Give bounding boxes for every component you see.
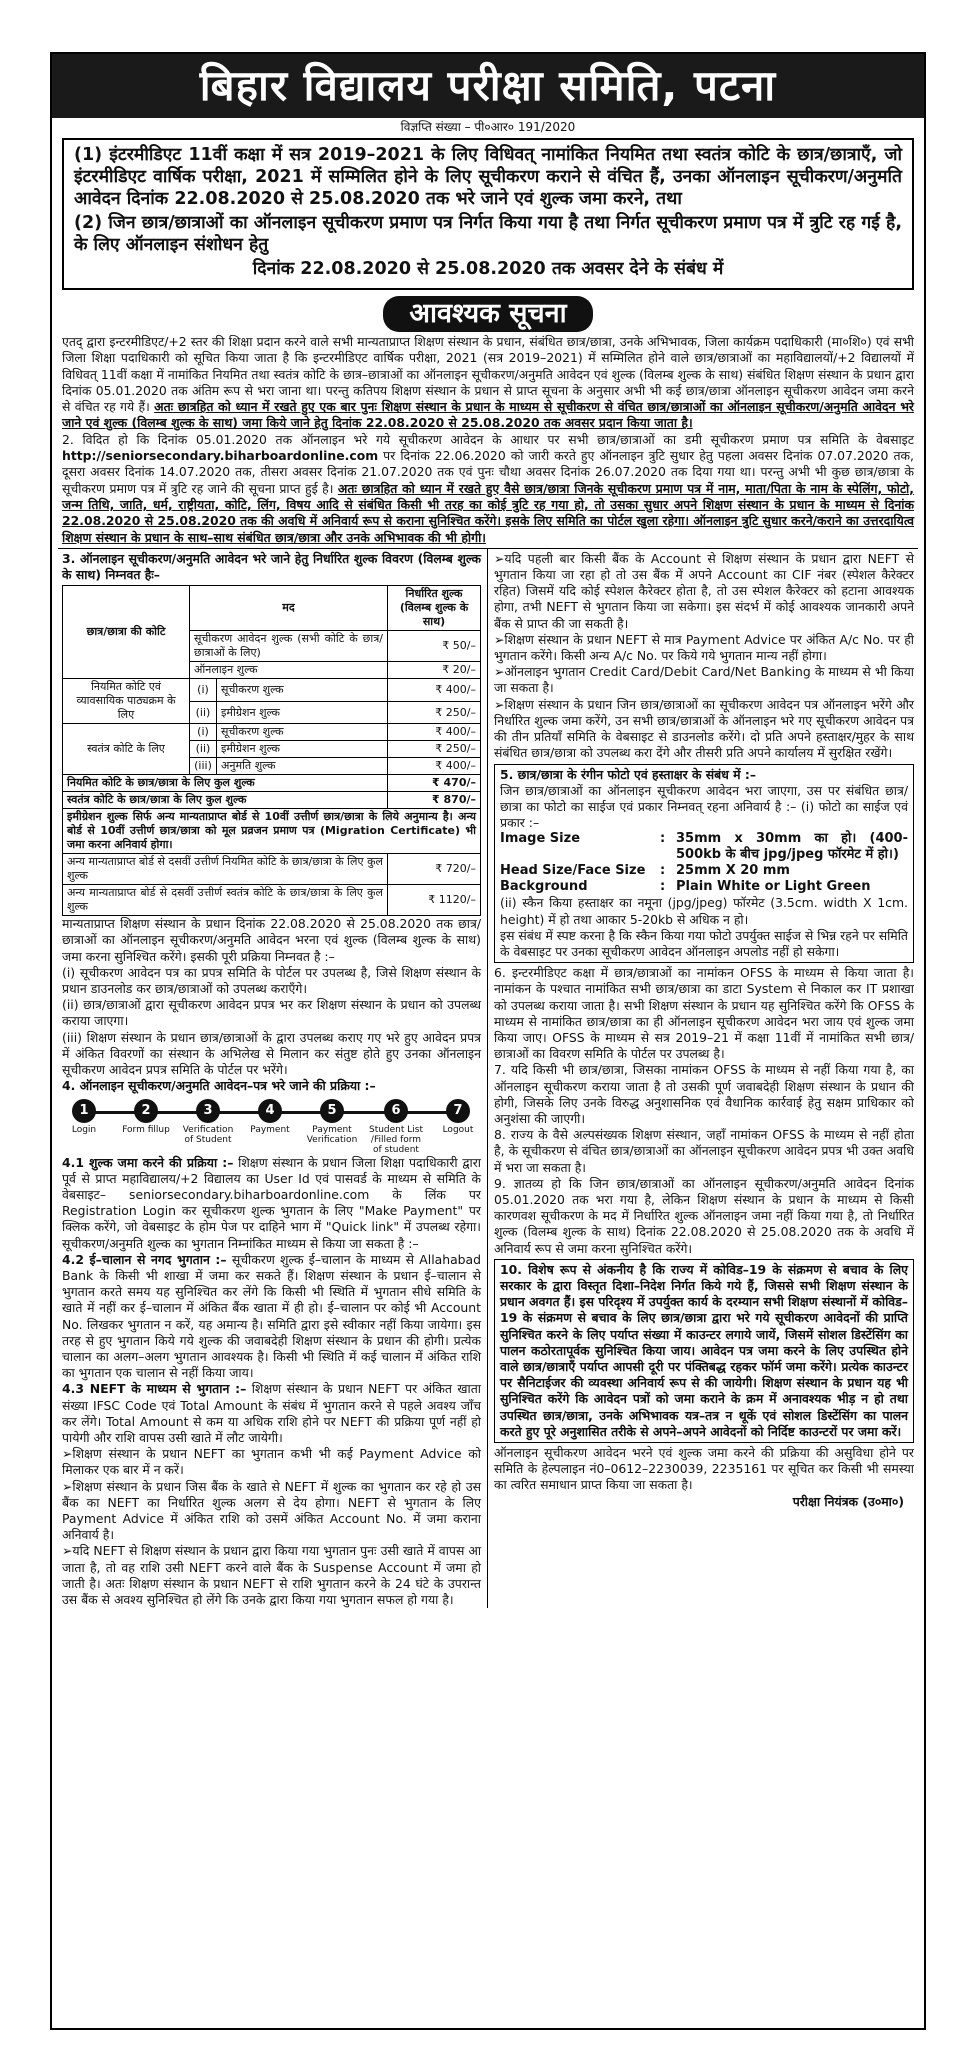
process-flow-diagram [62,1099,481,1153]
fee-item: इमीग्रेशन शुल्क [217,701,388,724]
step-iii: (iii) शिक्षण संस्थान के प्रधान छात्र/छात्राओं के द्वारा उपलब्ध कराए गए भरे हुए आवेदन प्रपत्र में अंकित विवरणों का संस्थान के अभिलेख से मिलान कर संतुष्ट होते हुए उनका ऑनलाइन सूचीकरण आवेदन प्रपत्र समिति के पोर्टल पर भरेंगे। [62,1029,481,1078]
intro-section [52,334,924,546]
photo-spec-row [500,863,908,879]
intro-paragraph-1 [62,334,914,432]
migration-note: इमीग्रेशन शुल्क सिर्फ अन्य मान्यताप्राप्त बोर्ड से 10वीं उत्तीर्ण छात्र/छात्रा के लिये अनुमान्य है। अन्य बोर्ड से 10वीं उत्तीर्ण छात्र/छात्रा को मूल प्रव्रजन प्रमाण पत्र (Migration Certificate) भी जमा करना अनिवार्य होगा। [63,809,481,854]
flow-step-number: 7 [446,1099,470,1123]
signature-spec: (ii) स्कैन किया हस्ताक्षर का नमूना (jpg/jpeg) फॉरमेट (3.5cm. width X 1cm. height) में हो तथा आकार 5-20kb से अधिक न हो। [500,895,908,927]
flow-step-number: 2 [134,1099,158,1123]
fee-index: (ii) [190,701,217,724]
photo-spec-key: Background [500,879,588,895]
board-title: बिहार विद्यालय परीक्षा समिति, पटना [52,54,924,118]
flow-step-payment [241,1099,299,1135]
neft-bullet-5: ➢ शिक्षण संस्थान के प्रधान NEFT से मात्र Payment Advice पर अंकित A/c No. पर ही भुगतान करेंगे। किसी अन्य A/c No. पर किये गये भुगतान मान्य नहीं होगा। [494,632,914,664]
photo-signature-box [494,764,914,964]
flow-step-form-fillup [117,1099,175,1135]
section-4-1-title: 4.1 शुल्क जमा करने की प्रक्रिया :– [62,1154,234,1170]
intro-text-2: 2. विदित हो कि दिनांक 05.01.2020 तक ऑनलाइन भरे गये सूचीकरण आवेदन के आधार पर सभी छात्र/छात्राओं का डमी सूचीकरण प्रमाण पत्र समिति के वेबसाइट [62,431,914,447]
fee-amount: ₹ 400/– [388,679,481,702]
photo-spec-key: Head Size/Face Size [500,863,646,879]
section-4-2-text: सूचीकरण शुल्क ई–चालान के माध्यम से Allahabad Bank के किसी भी शाखा में जमा कर सकते हैं। शिक्षण संस्थान के प्रधान ई–चालान से भुगतान करते समय यह सुनिश्चित कर लेंगे कि किसी भी स्थिति में भुगतान सीधे समिति के खाते में नहीं कर ई–चालान में अंकित बैंक खाता में ही हो। ई–चालान पर कोई भी Account No. लिखकर भुगतान न करें, यह अमान्य है। समिति द्वारा इसे स्वीकार नहीं किया जायेगा। इस तरह से हुए भुगतान किये गये शुल्क की जवाबदेही शिक्षण संस्थान के प्रधान की होगी। प्रत्येक चालान का अलग–अलग भुगतान आवश्यक है। किसी भी स्थिति में कई चालान में अंकित राशि का भुगतान एक चालान से नहीं किया जाय। [62,1251,481,1381]
intro-paragraph-2 [62,432,914,546]
fee-item: अनुमति शुल्क [217,758,388,775]
two-column-section [58,548,918,1608]
section-8: 8. राज्य के वैसे अल्पसंख्यक शिक्षण संस्थान, जहाँ नामांकन OFSS के माध्यम से नहीं होता है, के सूचीकरण से वंचित छात्र/छात्राओं का ऑनलाइन सूचीकरण आवेदन प्रपत्र भी उक्त अवधि में भरा जा सकता है। [494,1127,914,1175]
fee-private-label: स्वतंत्र कोटि के लिए [63,724,190,775]
section-7: 7. यदि किसी भी छात्र/छात्रा, जिसका नामांकन OFSS के माध्यम से नहीं किया गया है, का ऑनलाइन सूचीकरण कराया जाता है तो उसकी पूर्ण जवाबदेही शिक्षण संस्थान के प्रधान की होगी, जिसके लिए उनके विरुद्ध अनुशासनिक एवं वैधानिक कार्रवाई हेतु सक्षम प्राधिकार को अनुशंसा की जाएगी। [494,1062,914,1126]
section-9: 9. ज्ञातव्य हो कि जिन छात्र/छात्राओं का ऑनलाइन सूचीकरण/अनुमति आवेदन दिनांक 05.01.2020 तक भरा गया है, लेकिन शिक्षण संस्थान के प्रधान के माध्यम से किसी कारणवश सूचीकरण के मद में निर्धारित शुल्क ऑनलाइन जमा नहीं किया गया है, तो निर्धारित शुल्क (विलम्ब शुल्क के साथ) दिनांक 22.08.2020 से 25.08.2020 तक के अवधि में अनिवार्य रूप से जमा करना सुनिश्चित करेंगे। [494,1175,914,1256]
notice-number: विज्ञप्ति संख्या – पी०आर० 191/2020 [400,120,576,134]
section-6: 6. इन्टरमीडिएट कक्षा में छात्र/छात्राओं का नामांकन OFSS के माध्यम से किया जाता है। नामांकन के पश्चात नामांकित सभी छात्र/छात्रा का डाटा System से निकाल कर IT प्रशाखा को उपलब्ध कराया जाता है। सभी शिक्षण संस्थान के प्रधान यह सुनिश्चित करेंगे कि OFSS के माध्यम से नामांकित छात्र/छात्रा का ही ऑनलाइन सूचीकरण आवेदन भरा जाय एवं शुल्क जमा किया जाए। OFSS के माध्यम से सत्र 2019–21 में कक्षा 11वीं में नामांकित सभी छात्र/छात्राओं का विवरण समिति के पोर्टल पर उपलब्ध है। [494,965,914,1062]
fee-item: सूचीकरण शुल्क [217,724,388,741]
intro-emphasis-1: अतः छात्रहित को ध्यान में रखते हुए एक बार पुनः शिक्षण संस्थान के प्रधान के माध्यम से सूचीकरण से वंचित छात्र/छात्राओं का ऑनलाइन सूचीकरण/अनुमति आवेदन भरे जाने एवं शुल्क (विलम्ब शुल्क के साथ) जमा किये जाने हेतु दिनांक 22.08.2020 से 25.08.2020 तक अवसर प्रदान किया जाता है। [62,399,914,431]
flow-title: 4. ऑनलाइन सूचीकरण/अनुमति आवेदन–पत्र भरे जाने की प्रक्रिया :– [62,1078,376,1094]
website-link[interactable]: http://seniorsecondary.biharboardonline.com [62,448,379,464]
section-4-2 [62,1252,481,1382]
section-4-2-title: 4.2 ई–चालान से नगद भुगतान :– [62,1251,227,1267]
neft-bullet-7: ➢ शिक्षण संस्थान के प्रधान जिन छात्र/छात्राओं का सूचीकरण आवेदन पत्र ऑनलाइन भरेंगे और निर्धारित शुल्क जमा करेंगे, उन सभी छात्र/छात्राओं के ऑनलाइन भरे गए सूचीकरण आवेदन पत्र की तीन प्रतियाँ समिति के वेबसाइट से डाउनलोड करेंगे। दो प्रति अपने हस्ताक्षर/मुहर के साथ संबंधित छात्र/छात्रा को उपलब्ध करा देंगे और तीसरी प्रति अपने कार्यालय में सुरक्षित रखेंगे। [494,697,914,762]
fee-table [62,585,481,916]
flow-step-student-list [367,1099,425,1155]
fee-other-regular-label: अन्य मान्यताप्राप्त बोर्ड से दसवीं उत्तीर्ण नियमित कोटि के छात्र/छात्रा के लिए कुल शुल्क [63,854,388,885]
left-column [58,549,488,1608]
neft-bullet-1: ➢ शिक्षण संस्थान के प्रधान NEFT का भुगतान कभी भी कई Payment Advice को मिलाकर एक बार में न करें। [62,1446,481,1478]
intro-text-2b: पर दिनांक 22.06.2020 को जारी करते हुए ऑनलाइन त्रुटि सुधार हेतु पहला अवसर दिनांक 07.07.2020 तक, दूसरा अवसर दिनांक 14.07.2020 तक, तीसरा अवसर दिनांक 21.07.2020 तक एवं पुनः चौथा अवसर दिनांक 26.07.2020 तक दिया गया था। परन्तु अभी भी कुछ छात्र/छात्रा के सूचीकरण प्रमाण पत्र में त्रुटि रह जाने की सूचना प्राप्त हुई है। [62,448,914,496]
section-4-1 [62,1155,481,1252]
photo-spec-sep: : [660,879,666,895]
fee-col-amount: निर्धारित शुल्क (विलम्ब शुल्क के साथ) [388,586,481,631]
fee-index: (i) [190,724,217,741]
flow-step-payment-verification [303,1099,361,1145]
photo-spec-value: 25mm X 20 mm [676,863,790,879]
flow-step-label: Logout [442,1124,474,1135]
fee-general-item: ऑनलाइन शुल्क [190,662,388,679]
flow-step-number: 3 [196,1099,220,1123]
flow-step-label: Payment [250,1124,290,1135]
fee-amount: ₹ 400/– [388,758,481,775]
intro-text-1: एतद् द्वारा इन्टरमीडिएट/+2 स्तर की शिक्षा प्रदान करने वाले सभी मान्यताप्राप्त शिक्षण संस्थान के प्रधान, संबंधित छात्र/छात्रा, उनके अभिभावक, जिला कार्यक्रम पदाधिकारी (मा०शि०) एवं सभी जिला शिक्षा पदाधिकारी को सूचित किया जाता है कि इन्टरमीडिएट वार्षिक परीक्षा, 2021 (सत्र 2019–2021) में सम्मिलित होने वाले छात्र/छात्राओं का महाविद्यालयों/+2 विद्यालयों में विधिवत् 11वीं कक्षा में नामांकित नियमित तथा स्वतंत्र कोटि के छात्र–छात्राओं का ऑनलाइन सूचीकरण/अनुमति आवेदन एवं शुल्क (विलम्ब शुल्क के साथ) संबंधित शिक्षण संस्थान के प्रधान द्वारा दिनांक 05.01.2020 तक अंतिम रूप से भरा जाना था। परन्तु कतिपय शिक्षण संस्थान के प्रधान से प्राप्त सूचना के अनुसार अभी भी कई छात्र/छात्रा ऑनलाइन सूचीकरण आवेदन जमा करने से वंचित रह गये हैं। [62,334,914,415]
section-4-3-text: शिक्षण संस्थान के प्रधान NEFT पर अंकित खाता संख्या IFSC Code एवं Total Amount के संबंध में भुगतान करने से पहले अवश्य जाँच कर लेंगे। Total Amount से कम या अधिक राशि होने पर NEFT की प्रक्रिया पूर्ण नहीं हो पायेगी और राशि वापस उसी खाते में लौट जायेगी। [62,1381,481,1445]
after-table-paragraph: मान्यताप्राप्त शिक्षण संस्थान के प्रधान दिनांक 22.08.2020 से 25.08.2020 तक छात्र/छात्राओं का ऑनलाइन सूचीकरण/अनुमति आवेदन भरना एवं शुल्क (विलम्ब शुल्क के साथ) जमा करना सुनिश्चित करेंगे। इसकी पूरी प्रक्रिया निम्नवत है :– [62,916,481,964]
photo-size-note: इस संबंध में स्पष्ट करना है कि स्कैन किया गया फोटो उपर्युक्त साईज से भिन्न रहने पर समिति के वेबसाइट पर उनका सूचीकरण आवेदन ऑनलाइन अपलोड नहीं हो सकेगा। [500,927,908,959]
fee-total-private-label: स्वतंत्र कोटि के छात्र/छात्रा के लिए कुल शुल्क [63,792,388,809]
intro-emphasis-2: अतः छात्रहित को ध्यान में रखते हुए वैसे छात्र/छात्रा जिनके सूचीकरण प्रमाण पत्र में नाम, माता/पिता के नाम के स्पेलिंग, फोटो, जन्म तिथि, जाति, धर्म, राष्ट्रीयता, कोटि, लिंग, विषय आदि से संबंधित किसी भी तरह का कोई त्रुटि रह गया हो, तो उसका सुधार अपने शिक्षण संस्थान के प्रधान के माध्यम से दिनांक 22.08.2020 से 25.08.2020 तक की अवधि में अनिवार्य रूप से कराना सुनिश्चित करेंगे। इसके लिए समिति का पोर्टल खुला रहेगा। ऑनलाइन त्रुटि सुधार करने/कराने का उत्तरदायित्व शिक्षण संस्थान के प्रधान के साथ–साथ संबंधित छात्र/छात्रा और उनके अभिभावक की भी होगी। [62,480,914,545]
fee-index: (i) [190,679,217,702]
fee-other-private-label: अन्य मान्यताप्राप्त बोर्ड से दसवीं उत्तीर्ण स्वतंत्र कोटि के छात्र/छात्रा के लिए कुल शुल्क [63,885,388,916]
flow-step-login [55,1099,113,1135]
fee-other-regular-amount: ₹ 720/– [388,854,481,885]
photo-spec-key: Image Size [500,831,581,847]
neft-bullet-4: ➢ यदि पहली बार किसी बैंक के Account से शिक्षण संस्थान के प्रधान द्वारा NEFT से भुगतान किया जा रहा हो तो उस बैंक में अपने Account का CIF नंबर (स्पेशल कैरेक्टर रहित) जिसमें यदि कोई स्पेशल कैरेक्टर होता है, तो उस स्पेशल कैरेक्टर को हटाना आवश्यक होगा, तभी NEFT से भुगतान किया जा सकेगा। इस संदर्भ में कोई आवश्यक जानकारी अपने बैंक से प्राप्त की जा सकती है। [494,551,914,632]
fee-general-amount: ₹ 20/– [388,662,481,679]
fee-general-item: सूचीकरण आवेदन शुल्क (सभी कोटि के छात्र/छात्राओं के लिए) [190,631,388,662]
flow-step-label: Verification of Student [182,1124,234,1145]
section-4-3 [62,1381,481,1446]
fee-index: (ii) [190,741,217,758]
flow-step-label: Payment Verification [306,1124,358,1145]
neft-bullet-3: ➢ यदि NEFT से शिक्षण संस्थान के प्रधान द्वारा किया गया भुगतान पुनः उसी खाते में वापस आ जाता है, तो वह राशि उसी NEFT करने वाले बैंक के Suspense Account में जमा हो जाती है। अतः शिक्षण संस्थान के प्रधान NEFT से राशि भुगतान करने के 24 घंटे के उपरान्त उस बैंक से अवश्य सुनिश्चित हो लेंगे कि उनके द्वारा किया गया भुगतान सफल हो गया है। [62,1543,481,1608]
subject-box [62,138,914,290]
photo-spec-value: Plain White or Light Green [676,879,871,895]
fee-total-regular-amount: ₹ 470/– [388,775,481,792]
subject-point-2: (2) जिन छात्र/छात्राओं का ऑनलाइन सूचीकरण प्रमाण पत्र निर्गत किया गया है तथा निर्गत सूचीकरण प्रमाण पत्र में त्रुटि रह गई है, के लिए ऑनलाइन संशोधन हेतु [74,213,902,255]
flow-step-label: Student List /Filled form of student [368,1124,424,1155]
covid-box [494,1259,914,1443]
fee-regular-label: नियमित कोटि एवं व्यावसायिक पाठ्यक्रम के लिए [63,679,190,724]
photo-spec-row [500,831,908,863]
neft-bullet-6: ➢ ऑनलाइन भुगतान Credit Card/Debit Card/Net Banking के माध्यम से भी किया जा सकता है। [494,664,914,696]
neft-bullet-2: ➢ शिक्षण संस्थान के प्रधान जिस बैंक के खाते से NEFT में शुल्क का भुगतान कर रहे हो उस बैंक का NEFT का निर्धारित शुल्क अलग से देय होगा। NEFT से भुगतान के लिए Payment Advice में अंकित राशि को उसमें अंकित Account No. में जमा कराना अनिवार्य है। [62,1479,481,1544]
fee-intro: 3. ऑनलाइन सूचीकरण/अनुमति आवेदन भरे जाने हेतु निर्धारित शुल्क विवरण (विलम्ब शुल्क के साथ) निम्नवत हैः– [62,550,481,583]
section-4-3-title: 4.3 NEFT के माध्यम से भुगतान :– [62,1381,247,1397]
subject-point-1: (1) इंटरमीडिएट 11वीं कक्षा में सत्र 2019–2021 के लिए विधिवत् नामांकित नियमित तथा स्वतंत्र कोटि के छात्र/छात्राएँ, जो इंटरमीडिएट वार्षिक परीक्षा, 2021 में सम्मिलित होने के लिए सूचीकरण कराने से वंचित हैं, उनका ऑनलाइन सूचीकरण/अनुमति आवेदन दिनांक 22.08.2020 से 25.08.2020 तक भरे जाने एवं शुल्क जमा करने, तथा [74,145,902,209]
section-5-intro: जिन छात्र/छात्राओं का ऑनलाइन सूचीकरण आवेदन भरा जाएगा, उस पर संबंधित छात्र/छात्रा का फोटो का साईज एवं प्रकार निम्नवत् रहना अनिवार्य है :– (i) फोटो का साईज एवं प्रकार :– [500,782,908,831]
photo-spec-row [500,879,908,895]
photo-spec-value: 35mm x 30mm का हो। (400-500kb के बीच jpg/jpeg फॉरमेट में हो।) [676,831,908,863]
section-5-title: 5. छात्र/छात्रा के रंगीन फोटो एवं हस्ताक्षर के संबंध में :– [500,766,757,782]
flow-step-logout [429,1099,487,1135]
section-10: 10. विशेष रूप से अंकनीय है कि राज्य में कोविड–19 के संक्रमण से बचाव के लिए सरकार के द्वारा विस्तृत दिशा–निदेश निर्गत किये गये हैं, जिससे सभी शिक्षण संस्थान के प्रधान अवगत हैं। इस परिदृश्य में उपर्युक्त कार्य के दरम्यान सभी शिक्षण संस्थानों में कोविड–19 के संक्रमण से बचाव के लिए छात्र/छात्रा द्वारा भरे गये सूचीकरण आवेदनों की प्राप्ति सुनिश्चित करने के लिए पर्याप्त संख्या में काउन्टर लगाये जायें, जिसमें सोशल डिस्टेंसिंग का पालन कठोरतापूर्वक सुनिश्चित किया जाय। आवेदन पत्र जमा करने के लिए उपस्थित होने वाले छात्र/छात्राएँ पर्याप्त आपसी दूरी पर पंक्तिबद्ध रहकर फॉर्म जमा करेंगे। प्रत्येक काउन्टर पर सैनिटाईजर की व्यवस्था अनिवार्य रूप से की जायेगी। शिक्षण संस्थान के प्रधान यह भी सुनिश्चित करेंगे कि आवेदन पत्रों को जमा कराने के क्रम में अनावश्यक भीड़ न हो तथा उपस्थित छात्र/छात्रा, उनके अभिभावक यत्र–तत्र न थूकें एवं सोशल डिस्टेंसिंग का पालन करते हुए पूरे अनुशासित तरीके से अपने–अपने आवेदनों को निर्दिष्ट काउन्टरों पर जमा करें। [500,1261,908,1439]
step-i: (i) सूचीकरण आवेदन पत्र का प्रपत्र समिति के पोर्टल पर उपलब्ध है, जिसे शिक्षण संस्थान के प्रधान डाउनलोड कर छात्र/छात्राओं को उपलब्ध कराएँगे। [62,964,481,997]
section-4-1-text: शिक्षण संस्थान के प्रधान जिला शिक्षा पदाधिकारी द्वारा पूर्व से प्राप्त महाविद्यालय/+2 विद्यालय का User Id एवं पासवर्ड के माध्यम से समिति के वेबसाइट– seniorsecondary.biharboardonline.com के लिंक पर Registration Login कर सूचीकरण शुल्क भुगतान के लिए "Make Payment" पर क्लिक करेंगे, जो वेबसाइट के होम पेज पर दाहिने भाग में "Quick link" में उपलब्ध रहेगा। सूचीकरण/अनुमति शुल्क का भुगतान निम्नांकित माध्यम से किया जा सकता है :– [62,1154,481,1251]
photo-spec-sep: : [660,831,666,847]
fee-index: (iii) [190,758,217,775]
fee-item: इमीग्रेशन शुल्क [217,741,388,758]
subject-point-3: दिनांक 22.08.2020 से 25.08.2020 तक अवसर देने के संबंध में [252,259,724,279]
banner-row [52,296,924,334]
flow-step-verification [179,1099,237,1145]
flow-step-number: 6 [384,1099,408,1123]
fee-general-amount: ₹ 50/– [388,631,481,662]
photo-spec-sep: : [660,863,666,879]
fee-amount: ₹ 250/– [388,741,481,758]
flow-step-label: Form fillup [122,1124,170,1135]
notice-page [50,52,926,2030]
fee-total-regular-label: नियमित कोटि के छात्र/छात्रा के लिए कुल शुल्क [63,775,388,792]
signatory: परीक्षा नियंत्रक (उ०मा०) [792,1493,904,1509]
step-ii: (ii) छात्र/छात्राओं द्वारा सूचीकरण आवेदन प्रपत्र भर कर शिक्षण संस्थान के प्रधान को उपलब्ध कराया जाएगा। [62,997,481,1029]
fee-col-category: छात्र/छात्रा की कोटि [63,586,190,679]
flow-step-label: Login [71,1124,97,1135]
important-notice-banner: आवश्यक सूचना [383,296,592,332]
flow-step-number: 1 [72,1099,96,1123]
fee-amount: ₹ 250/– [388,701,481,724]
right-column [488,549,918,1608]
fee-col-head: मद [190,586,388,631]
helpline-text: ऑनलाइन सूचीकरण आवेदन भरने एवं शुल्क जमा करने की प्रक्रिया की असुविधा होने पर समिति के हेल्पलाइन नं0–0612–2230039, 2235161 पर सूचित कर किसी भी समस्या का त्वरित समाधान प्राप्त किया जा सकता है। [494,1445,914,1493]
fee-item: सूचीकरण शुल्क [217,679,388,702]
flow-step-number: 4 [258,1099,282,1123]
fee-total-private-amount: ₹ 870/– [388,792,481,809]
flow-step-number: 5 [320,1099,344,1123]
fee-other-private-amount: ₹ 1120/– [388,885,481,916]
fee-amount: ₹ 400/– [388,724,481,741]
